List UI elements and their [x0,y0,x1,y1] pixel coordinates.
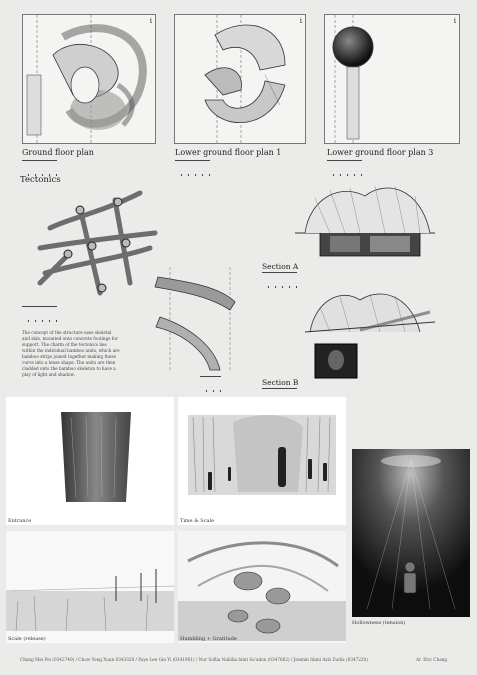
tectonics-description: The concept of the structure uses skeletal and skin, mounted onto concrete footings for support. The charm of the tectonics lies within the individual bamboo units, which are bamboo strips joined together making these curve into a lense shape. The units are then cladded onto the bamboo skeleton to have a play of light and shadow. [22,330,120,377]
team-names: Chang Mei Pei (0342740) / Chow Yong Xuan 0343328 / Faye Lee Gin Yi (0341961) / Nur Sofiia Nabilia binti Sa'adon (0347662) / Jessnin Idani Aziz Zudia (0347220) [20,657,368,662]
hollowness-panel [352,449,470,617]
north-marker: i [149,17,152,25]
lower-ground-3-scale-bar [327,160,362,163]
tectonics-scale-bar [22,306,57,309]
section-a-label: Section A [262,262,299,271]
lower-ground-1-scale-bar [175,160,210,163]
ground-floor-plan-drawing [22,14,156,144]
section-a-drawing [290,178,440,266]
humbling-gratitude-panel [178,531,346,643]
tutor-name: Ar. Eric Chang [416,657,448,662]
lower-ground-floor-plan-1-drawing [174,14,306,144]
scale-release-panel [6,531,174,643]
time-scale-caption: Time & Scale [180,518,215,524]
north-marker: i [299,17,302,25]
lower-ground-floor-plan-3-drawing [324,14,460,144]
entrance-panel [6,397,174,525]
entrance-caption: Entrance [8,518,32,524]
time-scale-panel [178,397,346,525]
section-b-label: Section B [262,378,299,387]
scale-release-caption: Scale (release) [8,636,46,642]
ground-floor-plan-label: Ground floor plan [22,148,94,157]
section-b-drawing [300,282,440,382]
lower-ground-floor-plan-3-label: Lower ground floor plan 3 [327,148,434,157]
north-marker: i [453,17,456,25]
lower-ground-floor-plan-1-label: Lower ground floor plan 1 [175,148,282,157]
section-b-scale-bar [262,388,297,391]
humbling-gratitude-caption: Humbling + Gratitude [180,636,237,642]
lens-unit-drawing [150,262,240,374]
tectonics-heading: Tectonics [20,175,61,185]
lens-scale-bar [200,376,221,379]
hollowness-caption: Hollowness (tension) [352,620,406,626]
bamboo-skeleton-drawing [30,188,160,308]
section-a-scale-bar [262,272,297,275]
ground-floor-scale-bar [22,160,57,163]
